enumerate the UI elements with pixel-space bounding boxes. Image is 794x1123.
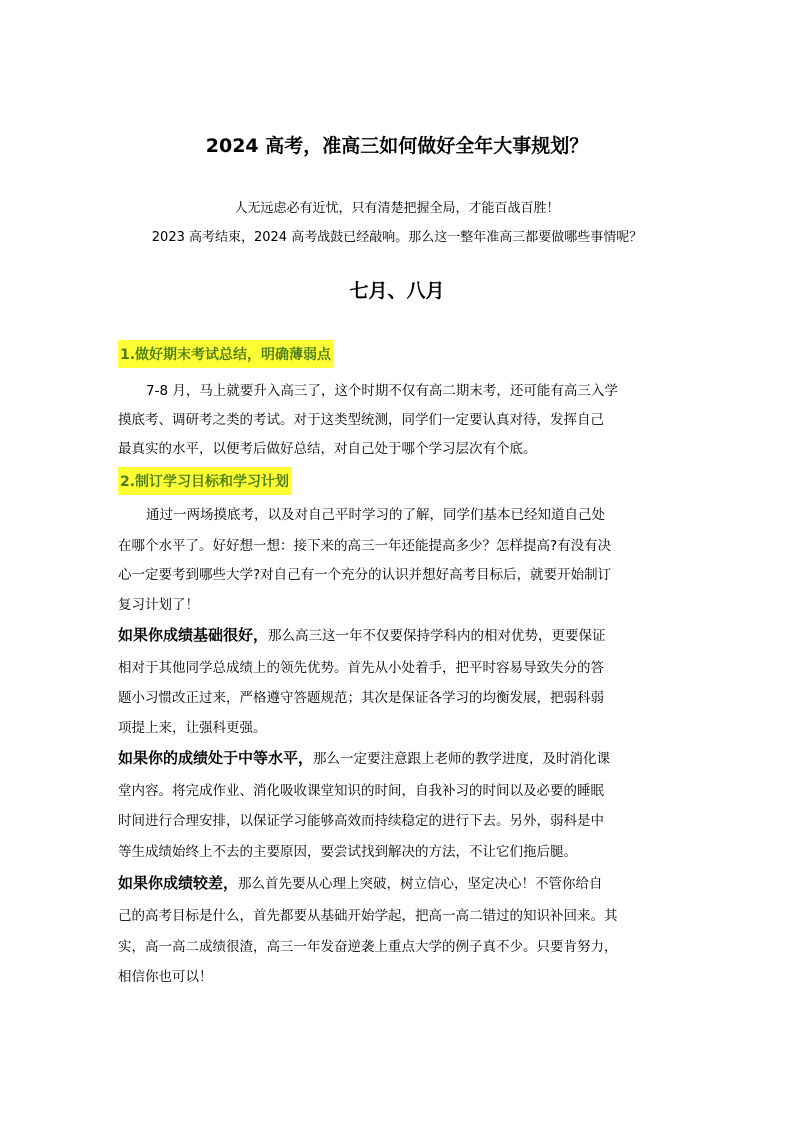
paragraph-good-first-rest: 那么高三这一年不仅要保持学科内的相对优势，更要保证 — [268, 628, 606, 644]
paragraph-weak-lead: 如果你成绩较差， — [118, 874, 239, 892]
paragraph-weak-first-line — [118, 872, 603, 893]
month-heading: 七月、八月 — [349, 280, 445, 302]
paragraph-good-first-line — [118, 624, 606, 645]
section-1-line: 摸底考、调研考之类的考试。对于这类型统测，同学们一定要认真对待，发挥自己 — [118, 412, 604, 428]
section-1-heading: 1.做好期末考试总结，明确薄弱点 — [118, 340, 334, 368]
paragraph-mid-line: 时间进行合理安排，以保证学习能够高效而持续稳定的进行下去。另外，弱科是中 — [118, 813, 604, 829]
paragraph-good-line: 相对于其他同学总成绩上的领先优势。首先从小处着手，把平时容易导致失分的答 — [118, 660, 604, 676]
section-2-line: 复习计划了！ — [118, 597, 199, 613]
paragraph-mid-line: 堂内容。将完成作业、消化吸收课堂知识的时间，自我补习的时间以及必要的睡眠 — [118, 783, 604, 799]
paragraph-mid-first-rest: 那么一定要注意跟上老师的教学进度，及时消化课 — [313, 751, 611, 767]
paragraph-weak-line: 相信你也可以！ — [118, 969, 213, 985]
paragraph-weak-line: 己的高考目标是什么，首先都要从基础开始学起，把高一高二错过的知识补回来。其 — [118, 908, 618, 924]
paragraph-mid-line: 等生成绩始终上不去的主要原因，要尝试找到解决的方法，不让它们拖后腿。 — [118, 844, 577, 860]
paragraph-good-lead: 如果你成绩基础很好， — [118, 626, 269, 644]
paragraph-weak-first-rest: 那么首先要从心理上突破，树立信心，坚定决心！不管你给自 — [238, 876, 603, 892]
page-title: 2024 高考，准高三如何做好全年大事规划？ — [205, 135, 589, 157]
paragraph-good-line: 题小习惯改正过来，严格遵守答题规范；其次是保证各学习的均衡发展，把弱科弱 — [118, 690, 604, 706]
section-2-heading: 2.制订学习目标和学习计划 — [118, 467, 292, 495]
section-2-line: 在哪个水平了。好好想一想：接下来的高三一年还能提高多少？怎样提高?有没有决 — [118, 538, 612, 554]
section-2-line: 通过一两场摸底考，以及对自己平时学习的了解，同学们基本已经知道自己处 — [146, 507, 605, 523]
intro-line-2: 2023 高考结束，2024 高考战鼓已经敲响。那么这一整年准高三都要做哪些事情呢？ — [151, 230, 643, 245]
section-1-line: 7-8 月，马上就要升入高三了，这个时期不仅有高二期末考，还可能有高三入学 — [146, 383, 618, 399]
paragraph-mid-lead: 如果你的成绩处于中等水平， — [118, 749, 314, 767]
section-1-line: 最真实的水平，以便考后做好总结，对自己处于哪个学习层次有个底。 — [118, 441, 537, 457]
paragraph-good-line: 项提上来，让强科更强。 — [118, 720, 267, 736]
intro-line-1: 人无远虑必有近忧，只有清楚把握全局，才能百战百胜！ — [234, 201, 560, 216]
section-2-line: 心一定要考到哪些大学?对自己有一个充分的认识并想好高考目标后，就要开始制订 — [118, 567, 612, 583]
paragraph-mid-first-line — [118, 747, 610, 768]
paragraph-weak-line: 实，高一高二成绩很渣，高三一年发奋逆袭上重点大学的例子真不少。只要肯努力， — [118, 939, 618, 955]
